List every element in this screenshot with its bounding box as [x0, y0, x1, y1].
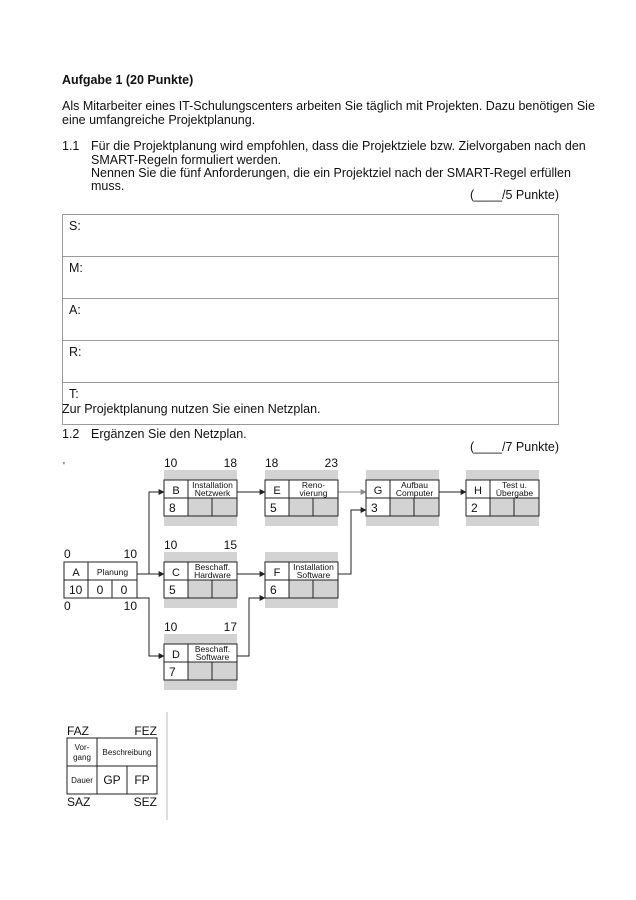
node-description: Software [296, 570, 331, 580]
node-faz: 18 [265, 456, 279, 470]
legend-faz: FAZ [67, 724, 90, 738]
node-bottom-gray-strip [265, 516, 338, 526]
node-g [366, 470, 439, 526]
node-bottom-gray-strip [164, 516, 237, 526]
smart-label: S: [63, 215, 559, 257]
node-dauer: 2 [471, 501, 478, 515]
node-e [265, 470, 338, 526]
node-top-gray-strip [164, 470, 237, 480]
node-id-a: A [72, 567, 80, 579]
node-description: Reno- [301, 480, 326, 490]
node-id-c: C [172, 567, 180, 579]
netzplan-nodes [64, 456, 539, 690]
smart-label: M: [63, 257, 559, 299]
node-fez: 17 [223, 620, 237, 634]
node-description: Aufbau [401, 480, 428, 490]
node-dauer: 8 [169, 501, 176, 515]
node-description: Hardware [194, 570, 231, 580]
node-h [466, 470, 539, 526]
smart-label: A: [63, 299, 559, 341]
legend-dauer: Dauer [71, 776, 93, 785]
question-1-2-points: (____/7 Punkte) [470, 440, 559, 454]
legend-vorgang-1: Vor- [74, 743, 90, 752]
node-id-b: B [172, 485, 180, 497]
task-title: Aufgabe 1 (20 Punkte) [62, 73, 194, 87]
legend [67, 712, 167, 820]
legend-fp: FP [134, 773, 150, 787]
legend-beschreibung: Beschreibung [102, 748, 152, 757]
node-description: Installation [293, 562, 334, 572]
node-f [265, 552, 338, 608]
node-faz: 10 [164, 620, 178, 634]
node-description: Planung [96, 567, 129, 577]
node-dauer: 10 [69, 583, 83, 597]
node-saz: 0 [64, 599, 71, 613]
node-description: Computer [395, 488, 434, 498]
node-dauer: 5 [270, 501, 277, 515]
question-1-2-number: 1.2 [62, 427, 80, 441]
question-1-1-line-1: Für die Projektplanung wird empfohlen, dass die Projektziele bzw. Zielvorgaben nach den [91, 139, 586, 153]
node-d [164, 634, 237, 690]
node-dauer: 3 [371, 501, 378, 515]
node-fez: 18 [223, 456, 237, 470]
node-bottom-gray-strip [265, 598, 338, 608]
legend-gp: GP [103, 773, 121, 787]
node-bottom-gray-strip [164, 598, 237, 608]
node-bottom-gray-strip [466, 516, 539, 526]
node-id-e: E [273, 485, 281, 497]
intro-line-2: eine umfangreiche Projektplanung. [62, 113, 256, 127]
legend-vorgang-2: gang [73, 753, 91, 762]
node-b [164, 470, 237, 526]
question-1-1-line-3: Nennen Sie die fünf Anforderungen, die ein Projektziel nach der SMART-Regel erfüllen [91, 166, 571, 180]
node-description: Beschaff. [194, 562, 231, 572]
node-c [164, 552, 237, 608]
smart-label: R: [63, 341, 559, 383]
question-1-1-points: (____/5 Punkte) [470, 188, 559, 202]
node-top-gray-strip [265, 470, 338, 480]
arrow-a-d [137, 598, 164, 656]
node-id-d: D [172, 649, 180, 661]
node-id-h: H [474, 485, 482, 497]
node-dauer: 7 [169, 665, 176, 679]
node-faz: 10 [164, 456, 178, 470]
node-dauer: 5 [169, 583, 176, 597]
node-description: Test u. [501, 480, 528, 490]
node-fez: 23 [324, 456, 338, 470]
node-description: Installation [192, 480, 233, 490]
legend-fez: FEZ [134, 724, 157, 738]
node-description: Beschaff. [194, 644, 231, 654]
intro-line-1: Als Mitarbeiter eines IT-Schulungscenters arbeiten Sie täglich mit Projekten. Dazu benötigen Sie [62, 99, 595, 113]
question-1-1-number: 1.1 [62, 139, 80, 153]
node-description: Netzwerk [194, 488, 231, 498]
tick-mark: ' [63, 461, 65, 472]
node-bottom-gray-strip [164, 680, 237, 690]
node-id-g: G [373, 485, 383, 497]
smart-label: T: [63, 383, 559, 425]
node-bottom-gray-strip [366, 516, 439, 526]
node-top-gray-strip [164, 634, 237, 644]
arrow-d-f [237, 598, 265, 656]
question-1-1-line-2: SMART-Regeln formuliert werden. [91, 153, 282, 167]
node-description: Software [195, 652, 230, 662]
node-sez: 10 [123, 599, 137, 613]
question-1-2-text: Ergänzen Sie den Netzplan. [91, 427, 247, 441]
question-1-1-line-4: muss. [91, 179, 125, 193]
node-id-f: F [273, 567, 281, 579]
node-faz: 0 [64, 547, 71, 561]
node-top-gray-strip [164, 552, 237, 562]
legend-saz: SAZ [67, 795, 91, 809]
node-gp: 0 [96, 583, 104, 597]
node-dauer: 6 [270, 583, 277, 597]
arrow-f-g [338, 510, 366, 574]
node-top-gray-strip [265, 552, 338, 562]
node-fez: 15 [223, 538, 237, 552]
netzplan-intro: Zur Projektplanung nutzen Sie einen Netzplan. [62, 402, 321, 416]
node-faz: 10 [164, 538, 178, 552]
node-fp: 0 [120, 583, 128, 597]
node-top-gray-strip [366, 470, 439, 480]
arrow-a-b [137, 492, 164, 574]
node-description: Übergabe [495, 488, 534, 498]
node-description: vierung [299, 488, 328, 498]
node-top-gray-strip [466, 470, 539, 480]
node-fez: 10 [123, 547, 137, 561]
legend-sez: SEZ [133, 795, 157, 809]
